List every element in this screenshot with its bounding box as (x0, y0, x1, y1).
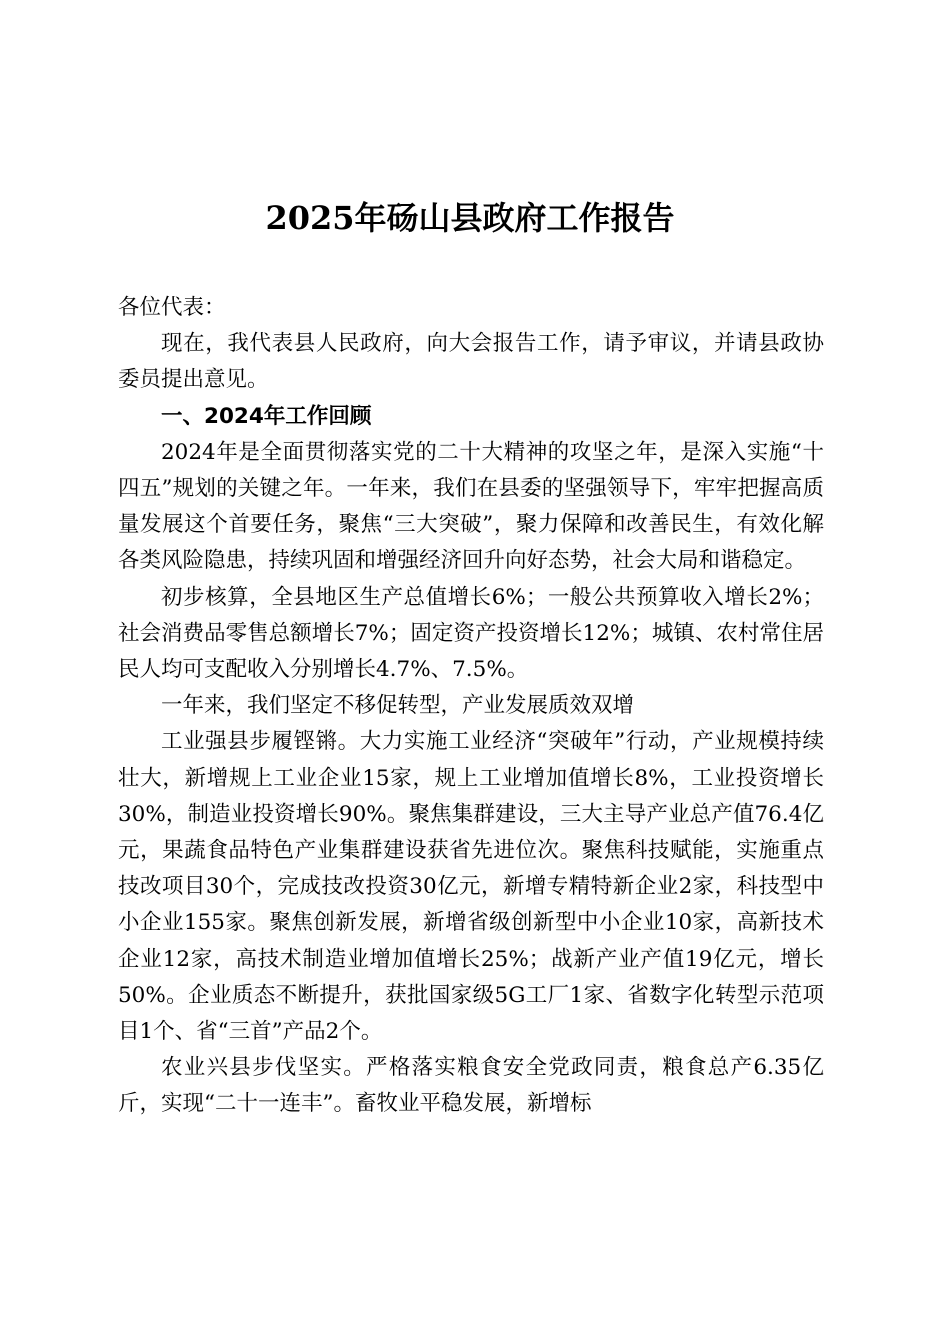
document-title: 2025年砀山县政府工作报告 (265, 199, 675, 237)
section-heading: 一、2024年工作回顾 (161, 403, 372, 429)
document-body (118, 290, 824, 1123)
subheading-transformation: 一年来，我们坚定不移促转型，产业发展质效双增 (161, 693, 635, 719)
paragraph-industry: 工业强县步履铿锵。大力实施工业经济“突破年”行动，产业规模持续壮大，新增规上工业企业15家，规上工业增加值增长8%，工业投资增长30%，制造业投资增长90%。聚焦集群建设，三大主导产业总产值76.4亿元，果蔬食品特色产业集群建设获省先进位次。聚焦科技赋能，实施重点技改项目30个，完成技改投资30亿元，新增专精特新企业2家，科技型中小企业155家。聚焦创新发展，新增省级创新型中小企业10家，高新技术企业12家，高技术制造业增加值增长25%；战新产业产值19亿元，增长50%。企业质态不断提升，获批国家级5G工厂1家、省数字化转型示范项目1个、省“三首”产品2个。 (118, 729, 824, 1045)
paragraph-intro: 现在，我代表县人民政府，向大会报告工作，请予审议，并请县政协委员提出意见。 (118, 331, 824, 393)
paragraph-agriculture: 农业兴县步伐坚实。严格落实粮食安全党政同责，粮食总产6.35亿斤，实现“二十一连丰”。畜牧业平稳发展，新增标 (118, 1055, 824, 1117)
paragraph-overview: 2024年是全面贯彻落实党的二十大精神的攻坚之年，是深入实施“十四五”规划的关键之年。一年来，我们在县委的坚强领导下，牢牢把握高质量发展这个首要任务，聚焦“三大突破”，聚力保障和改善民生，有效化解各类风险隐患，持续巩固和增强经济回升向好态势，社会大局和谐稳定。 (118, 439, 824, 574)
salutation: 各位代表： (118, 295, 226, 320)
paragraph-statistics: 初步核算，全县地区生产总值增长6%；一般公共预算收入增长2%；社会消费品零售总额增长7%；固定资产投资增长12%；城镇、农村常住居民人均可支配收入分别增长4.7%、7.5%。 (118, 584, 824, 683)
